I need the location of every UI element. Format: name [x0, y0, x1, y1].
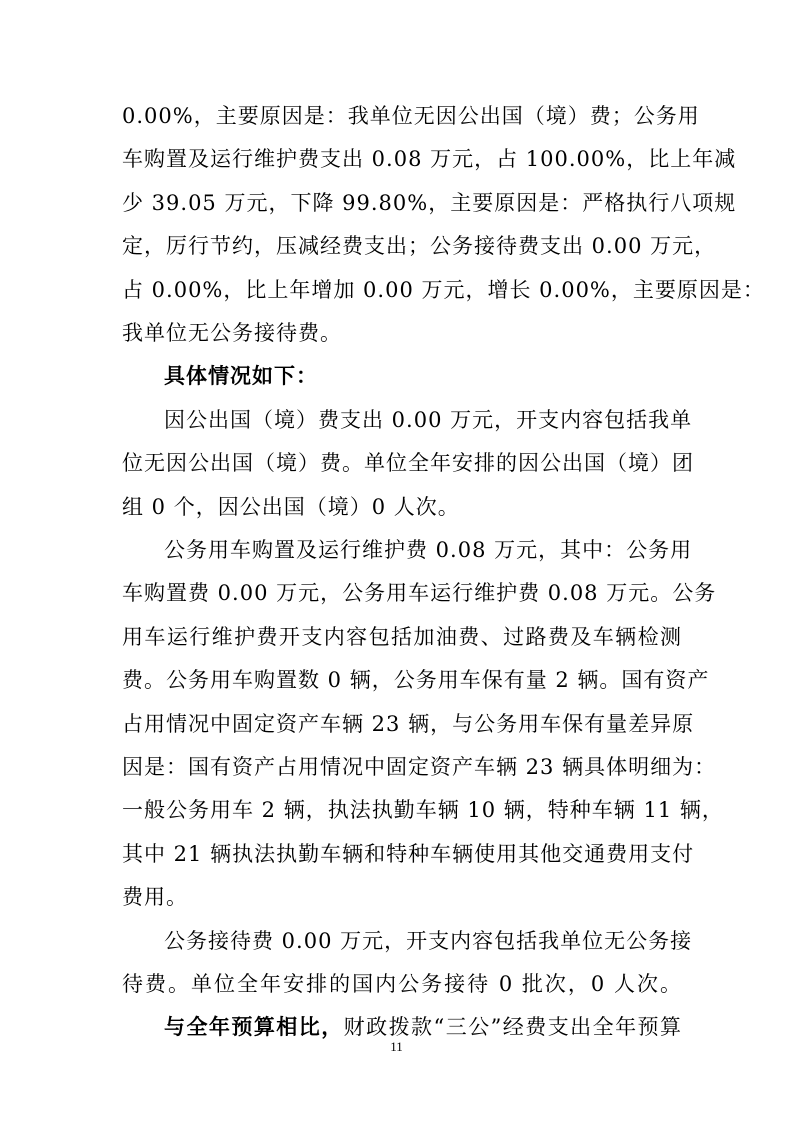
text-line: 少 39.05 万元，下降 99.80%，主要原因是：严格执行八项规: [122, 190, 737, 215]
text-line: 定，厉行节约，压减经费支出；公务接待费支出 0.00 万元，: [122, 234, 717, 259]
text-line: 公务用车购置及运行维护费 0.08 万元，其中：公务用: [164, 538, 693, 562]
text-line: 占用情况中固定资产车辆 23 辆，与公务用车保有量差异原: [122, 711, 695, 736]
text-line: 因公出国（境）费支出 0.00 万元，开支内容包括我单: [164, 407, 693, 432]
text-line: 其中 21 辆执法执勤车辆和特种车辆使用其他交通费用支付: [122, 841, 695, 866]
text-line: 待费。单位全年安排的国内公务接待 0 批次，0 人次。: [122, 972, 682, 996]
text-line: 车购置及运行维护费支出 0.08 万元，占 100.00%，比上年减: [122, 147, 737, 172]
text-run: 财政拨款“三公”经费支出全年预算: [343, 1015, 683, 1040]
text-line: 车购置费 0.00 万元，公务用车运行维护费 0.08 万元。公务: [122, 581, 717, 606]
text-line: 一般公务用车 2 辆，执法执勤车辆 10 辆，特种车辆 11 辆，: [122, 798, 724, 823]
text-line: 费。公务用车购置数 0 辆，公务用车保有量 2 辆。国有资产: [122, 668, 710, 693]
text-line: 组 0 个，因公出国（境）0 人次。: [122, 494, 460, 519]
text-line: 占 0.00%，比上年增加 0.00 万元，增长 0.00%，主要原因是：: [122, 277, 765, 302]
text-line: 用车运行维护费开支内容包括加油费、过路费及车辆检测: [122, 624, 682, 649]
text-line: 位无因公出国（境）费。单位全年安排的因公出国（境）团: [122, 451, 694, 476]
text-line: 因是：国有资产占用情况中固定资产车辆 23 辆具体明细为：: [122, 755, 717, 779]
bold-lead: 与全年预算相比，: [164, 1014, 344, 1040]
text-line: [164, 1014, 682, 1040]
text-line: 我单位无公务接待费。: [122, 321, 342, 345]
section-heading: 具体情况如下：: [164, 363, 318, 389]
text-line: 0.00%，主要原因是：我单位无因公出国（境）费；公务用: [122, 104, 700, 128]
page-number: 11: [390, 1039, 403, 1054]
text-line: 公务接待费 0.00 万元，开支内容包括我单位无公务接: [164, 928, 693, 953]
text-line: 费用。: [122, 885, 188, 910]
